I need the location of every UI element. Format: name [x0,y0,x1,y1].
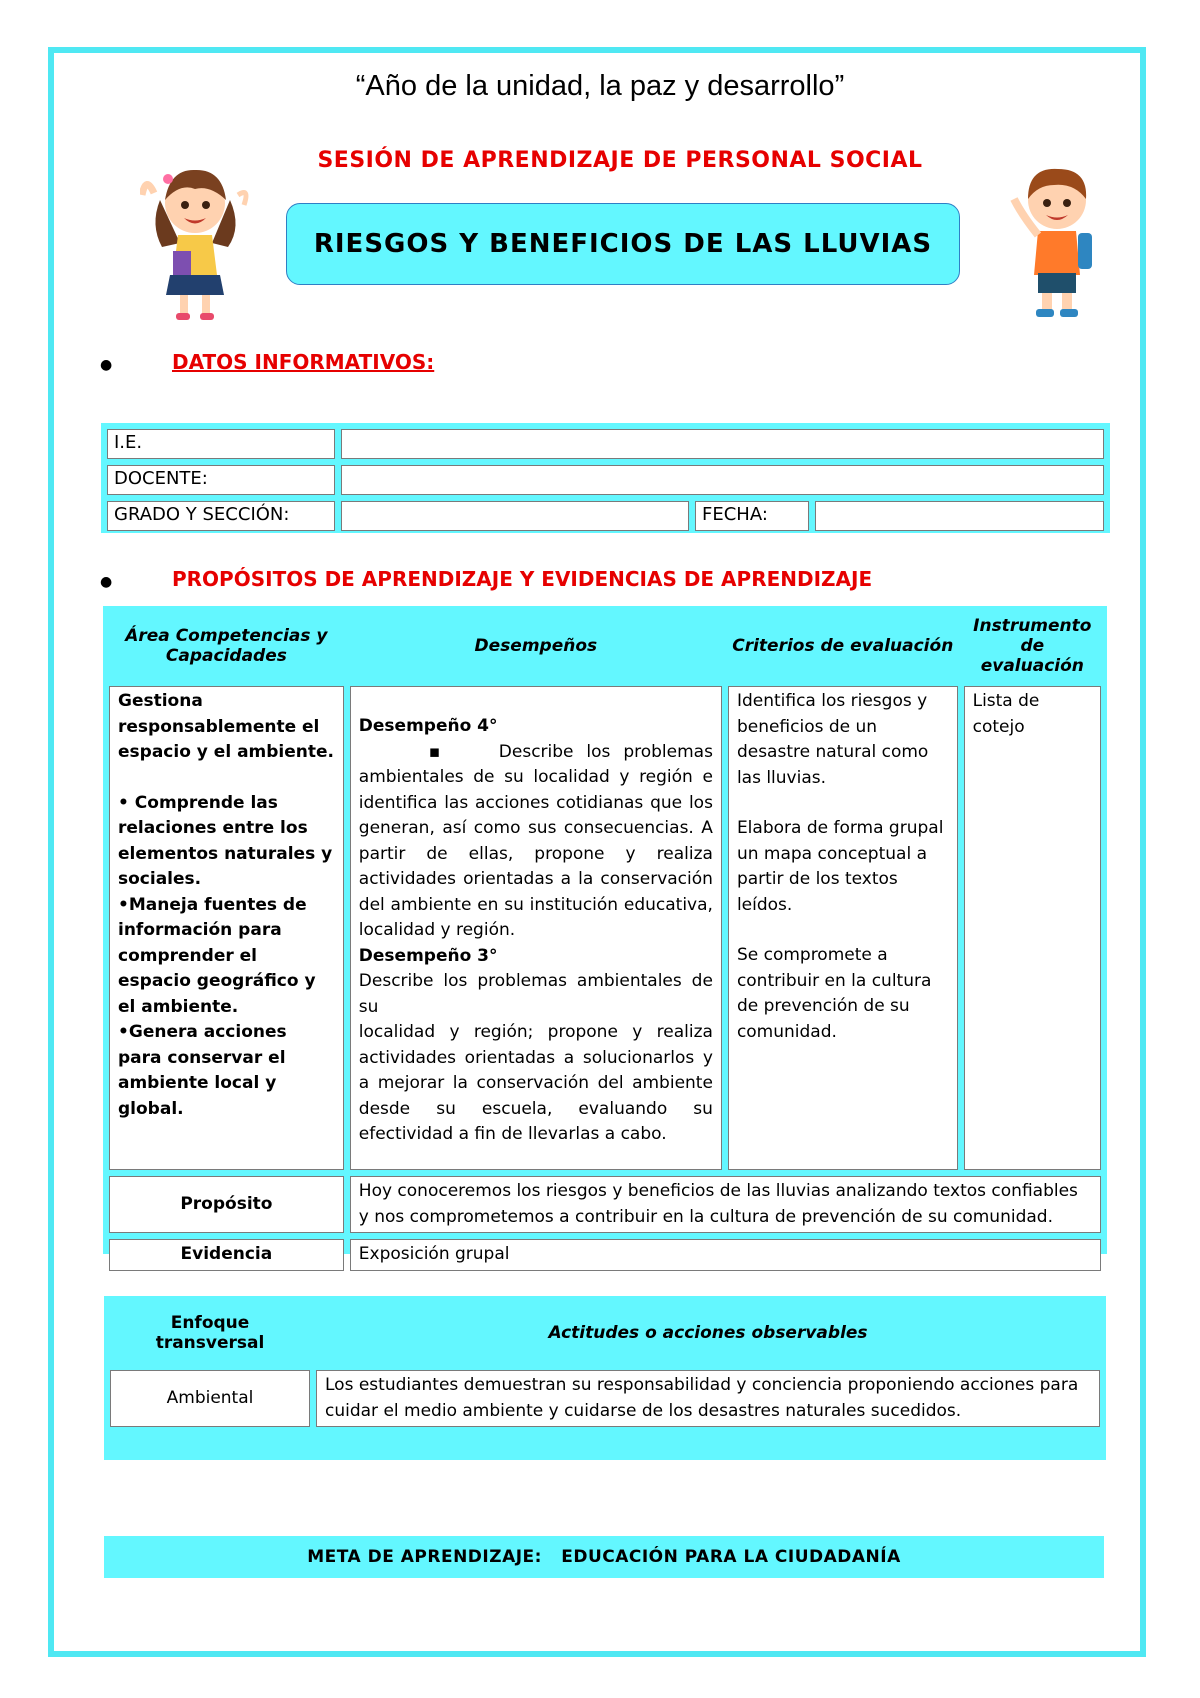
evidencia-label: Evidencia [109,1239,344,1271]
lesson-title: RIESGOS Y BENEFICIOS DE LAS LLUVIAS [286,203,960,285]
enfoque-table [104,1296,1106,1433]
desempeno-3-title: Desempeño 3° [358,945,498,966]
desempeno-4-text: Describe los problemas ambientales de su localidad y región e identifica las acciones cotidianas que los generan, así como sus consecuencias. A partir de ellas, propone y realiza actividades orientadas a la conservación del ambiente en su institución educativa, localidad y región. [358,741,713,940]
capacidad-1: • Comprende las relaciones entre los elementos naturales y sociales. [118,792,333,889]
criterio-3: Se compromete a contribuir en la cultura de prevención de su comunidad. [736,945,932,1042]
capacidad-2: •Maneja fuentes de información para comprender el espacio geográfico y el ambiente. [118,894,316,1017]
docente-value[interactable] [341,465,1104,495]
meta-aprendizaje: META DE APRENDIZAJE: EDUCACIÓN PARA LA CIUDADANÍA [104,1536,1104,1578]
header-criterios: Criterios de evaluación [732,636,954,656]
area-cell [109,686,344,1170]
proposito-text: Hoy conoceremos los riesgos y beneficios de las lluvias analizando textos confiables y nos comprometemos a contribuir en la cultura de prevención de su comunidad. [350,1176,1101,1233]
enfoque-name: Ambiental [110,1370,310,1427]
info-table [101,423,1110,537]
desempeno-4-bullet: ▪ [428,741,441,762]
datos-informativos-heading: DATOS INFORMATIVOS: [172,350,435,374]
bullet-icon: ● [100,357,113,373]
actitudes-header: Actitudes o acciones observables [548,1323,868,1343]
enfoque-text: Los estudiantes demuestran su responsabilidad y conciencia proponiendo acciones para cuidar el medio ambiente y cuidarse de los desastres naturales sucedidos. [316,1370,1100,1427]
grado-value[interactable] [341,501,689,531]
desempenos-cell [350,686,722,1170]
header-area: Área Competencias y Capacidades [125,626,328,666]
desempeno-4-title: Desempeño 4° [358,716,498,736]
boy-illustration [1002,155,1112,325]
girl-illustration [140,155,260,325]
header-instrumento: Instrumento de evaluación [973,616,1092,676]
year-motto: “Año de la unidad, la paz y desarrollo” [355,70,845,102]
docente-label: DOCENTE: [107,465,335,495]
capacidad-3: •Genera acciones para conservar el ambiente local y global. [118,1022,287,1119]
criterio-2: Elabora de forma grupal un mapa conceptual a partir de los textos leídos. [736,818,944,915]
instrumento-cell: Lista de cotejo [964,686,1101,1170]
header-desempenos: Desempeños [474,636,598,656]
grado-label: GRADO Y SECCIÓN: [107,501,335,531]
propositos-heading: PROPÓSITOS DE APRENDIZAJE Y EVIDENCIAS DE APRENDIZAJE [172,567,873,591]
fecha-label: FECHA: [695,501,809,531]
proposito-label: Propósito [109,1176,344,1233]
competencia: Gestiona responsablemente el espacio y el ambiente. [118,691,334,762]
criterios-cell [728,686,958,1170]
enfoque-header: Enfoque transversal [155,1313,265,1353]
session-title: SESIÓN DE APRENDIZAJE DE PERSONAL SOCIAL [317,148,923,173]
criterio-1: Identifica los riesgos y beneficios de un desastre natural como las lluvias. [736,691,929,788]
evidencia-text: Exposición grupal [350,1239,1101,1271]
fecha-value[interactable] [815,501,1104,531]
desempeno-3-text-2: localidad y región; propone y realiza actividades orientadas a solucionarlos y a mejorar la conservación del ambiente desde su escuela, evaluando su efectividad a fin de llevarlas a cabo. [358,1022,713,1144]
enfoque-table-bg [104,1296,1106,1460]
desempeno-3-text-1: Describe los problemas ambientales de su [358,971,713,1017]
ie-label: I.E. [107,429,335,459]
bullet-icon: ● [100,574,113,590]
info-table-bg [101,423,1110,533]
propositos-table [103,606,1107,1277]
ie-value[interactable] [341,429,1104,459]
propositos-table-bg [103,606,1107,1264]
